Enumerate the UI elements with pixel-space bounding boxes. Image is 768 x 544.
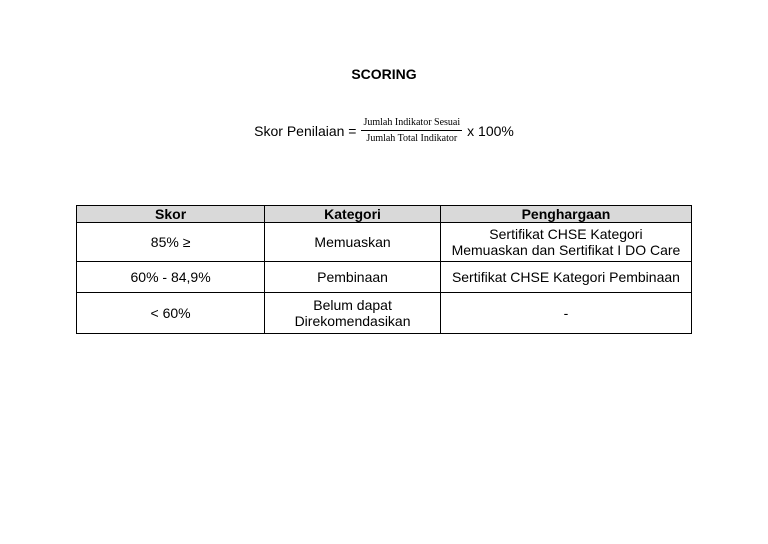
header-kategori: Kategori — [265, 206, 441, 223]
scoring-formula — [0, 117, 768, 145]
cell-penghargaan — [440, 223, 691, 262]
cell-skor: 85% ≥ — [77, 223, 265, 262]
cell-kategori: Memuaskan — [265, 223, 441, 262]
header-skor: Skor — [77, 206, 265, 223]
cell-penghargaan-line: Memuaskan dan Sertifikat I DO Care — [451, 242, 681, 258]
scoring-table — [76, 205, 692, 334]
cell-skor: < 60% — [77, 293, 265, 334]
formula-lhs: Skor Penilaian = — [254, 123, 357, 139]
formula-denominator: Jumlah Total Indikator — [366, 133, 458, 144]
cell-penghargaan: Sertifikat CHSE Kategori Pembinaan — [440, 262, 691, 293]
cell-penghargaan: - — [440, 293, 691, 334]
cell-skor: 60% - 84,9% — [77, 262, 265, 293]
table-row — [77, 223, 692, 262]
cell-kategori — [265, 293, 441, 334]
table-header-row — [77, 206, 692, 223]
table-row — [77, 293, 692, 334]
formula-numerator: Jumlah Indikator Sesuai — [361, 117, 462, 131]
page-title: SCORING — [351, 66, 417, 82]
formula-fraction — [361, 117, 462, 145]
cell-penghargaan-line: Sertifikat CHSE Kategori — [489, 226, 643, 242]
formula-rhs: x 100% — [467, 123, 514, 139]
cell-kategori: Pembinaan — [265, 262, 441, 293]
header-penghargaan: Penghargaan — [440, 206, 691, 223]
cell-kategori-line: Direkomendasikan — [294, 313, 411, 329]
cell-kategori-line: Belum dapat — [313, 297, 392, 313]
table-row — [77, 262, 692, 293]
